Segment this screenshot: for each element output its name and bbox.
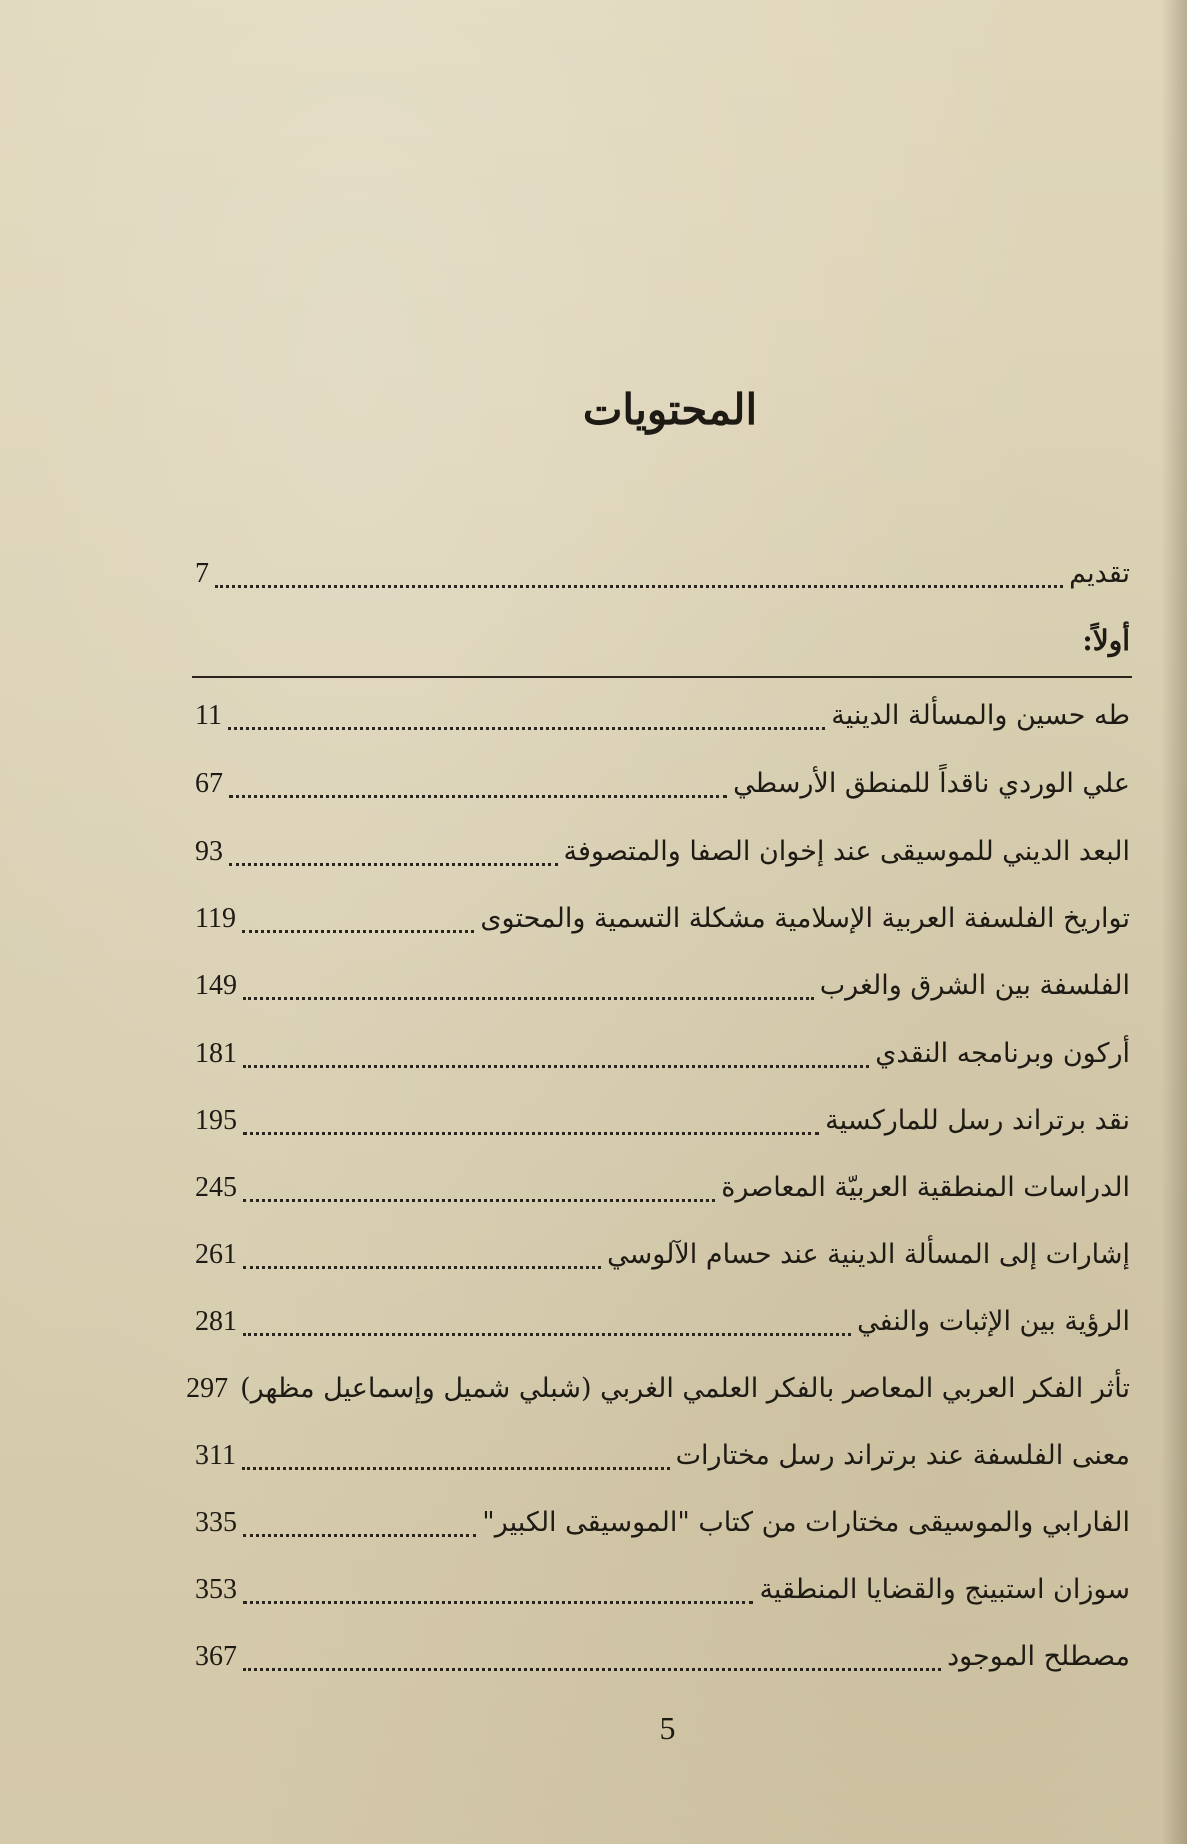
toc-entry-row <box>195 1440 1130 1480</box>
leader-dots <box>243 1266 601 1269</box>
toc-entry-page: 119 <box>195 903 236 934</box>
toc-entry-page: 335 <box>195 1507 237 1538</box>
toc-entry-row <box>195 1507 1130 1547</box>
leader-dots <box>242 930 474 933</box>
toc-entry-title: البعد الديني للموسيقى عند إخوان الصفا والمتصوفة <box>563 836 1130 867</box>
toc-entry-page: 93 <box>195 836 223 867</box>
toc-entry-page: 67 <box>195 768 223 799</box>
leader-dots <box>243 1199 715 1202</box>
leader-dots <box>229 863 558 866</box>
toc-entry-row <box>195 1038 1130 1078</box>
toc-entry-title: طه حسين والمسألة الدينية <box>831 700 1130 731</box>
toc-entry-page: 245 <box>195 1172 237 1203</box>
toc-entry-row <box>195 1239 1130 1279</box>
toc-entry-title: معنى الفلسفة عند برتراند رسل مختارات <box>675 1440 1130 1471</box>
toc-entry-title: الفلسفة بين الشرق والغرب <box>819 970 1130 1001</box>
toc-entry-page: 311 <box>195 1440 236 1471</box>
toc-entry-page: 353 <box>195 1574 237 1605</box>
toc-entry-row <box>186 1373 1130 1413</box>
toc-entry-row <box>195 700 1130 740</box>
leader-dots <box>243 1132 819 1135</box>
section-divider <box>192 676 1132 678</box>
toc-entry-title: نقد برتراند رسل للماركسية <box>825 1105 1130 1136</box>
leader-dots <box>242 1467 670 1470</box>
toc-entry-row <box>195 1172 1130 1212</box>
toc-entry-title: مصطلح الموجود <box>947 1641 1130 1672</box>
toc-entry-title: تواريخ الفلسفة العربية الإسلامية مشكلة التسمية والمحتوى <box>480 903 1130 934</box>
toc-entry-page: 195 <box>195 1105 237 1136</box>
leader-dots <box>243 1601 753 1604</box>
toc-entry-title: أركون وبرنامجه النقدي <box>875 1038 1130 1069</box>
leader-dots <box>243 1668 941 1671</box>
toc-entry-page: 281 <box>195 1306 237 1337</box>
toc-entry-page: 7 <box>195 558 209 589</box>
toc-entry-title: إشارات إلى المسألة الدينية عند حسام الآلوسي <box>607 1239 1130 1270</box>
toc-entry-page: 367 <box>195 1641 237 1672</box>
toc-entry-row <box>195 1105 1130 1145</box>
toc-entry-page: 181 <box>195 1038 237 1069</box>
leader-dots <box>215 585 1063 588</box>
leader-dots <box>243 1333 851 1336</box>
toc-entry-title: تأثر الفكر العربي المعاصر بالفكر العلمي الغربي (شبلي شميل وإسماعيل مظهر) <box>240 1373 1130 1404</box>
toc-entry-row <box>195 970 1130 1010</box>
toc-entry-row <box>195 768 1130 808</box>
toc-entry-title: علي الوردي ناقداً للمنطق الأرسطي <box>733 768 1130 799</box>
toc-entry-page: 149 <box>195 970 237 1001</box>
toc-entry-title: الدراسات المنطقية العربيّة المعاصرة <box>721 1172 1130 1203</box>
page-title: المحتويات <box>582 385 758 434</box>
toc-entry-title: الرؤية بين الإثبات والنفي <box>857 1306 1130 1337</box>
leader-dots <box>243 1534 476 1537</box>
toc-entry-title: تقديم <box>1069 558 1130 589</box>
toc-entry-row <box>195 1306 1130 1346</box>
toc-entry-row <box>195 903 1130 943</box>
toc-entry-title: سوزان استبينج والقضايا المنطقية <box>759 1574 1130 1605</box>
section-heading: أولاً: <box>1082 624 1130 657</box>
toc-entry-title: الفارابي والموسيقى مختارات من كتاب "الموسيقى الكبير" <box>482 1507 1130 1538</box>
leader-dots <box>243 1065 869 1068</box>
toc-entry-row <box>195 1574 1130 1614</box>
toc-entry-page: 11 <box>195 700 222 731</box>
toc-entry-row <box>195 1641 1130 1681</box>
toc-intro-row <box>195 558 1130 598</box>
leader-dots <box>229 795 727 798</box>
toc-entry-page: 261 <box>195 1239 237 1270</box>
page-number: 5 <box>659 1710 676 1746</box>
binding-shadow <box>1161 0 1187 1844</box>
leader-dots <box>228 727 825 730</box>
toc-entry-page: 297 <box>186 1373 229 1404</box>
toc-entry-row <box>195 836 1130 876</box>
leader-dots <box>243 997 814 1000</box>
